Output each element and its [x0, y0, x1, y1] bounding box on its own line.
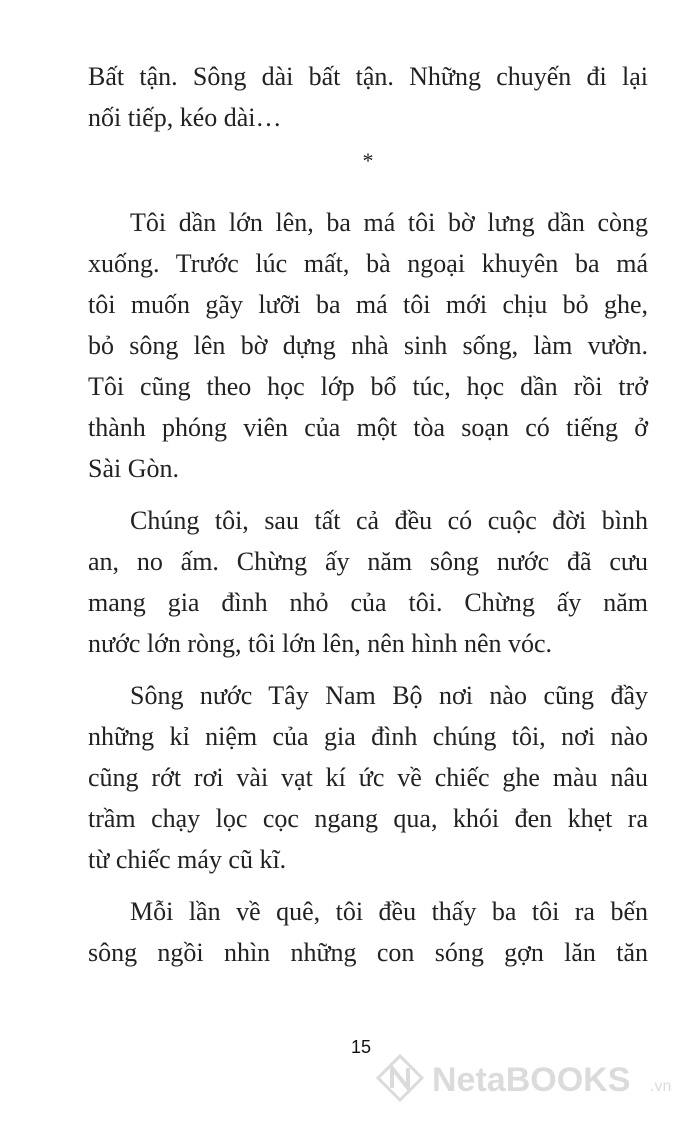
text-line: Bất tận. Sông dài bất tận. Những chuyến đi lại [88, 62, 648, 91]
text-line: mang gia đình nhỏ của tôi. Chừng ấy năm [88, 588, 648, 617]
text-line: nối tiếp, kéo dài… [88, 103, 282, 132]
text-line: cũng rớt rơi vài vạt kí ức về chiếc ghe màu nâu [88, 763, 648, 792]
netabooks-logo-icon [370, 1048, 690, 1108]
paragraph-1 [88, 56, 648, 138]
text-line: bỏ sông lên bờ dựng nhà sinh sống, làm vườn. [88, 331, 648, 360]
text-line: an, no ấm. Chừng ấy năm sông nước đã cưu [88, 547, 648, 576]
text-line: tôi muốn gãy lưỡi ba má tôi mới chịu bỏ ghe, [88, 290, 648, 319]
text-line: Chúng tôi, sau tất cả đều có cuộc đời bình [130, 506, 648, 535]
book-page-body [88, 56, 648, 973]
paragraph-3 [88, 500, 648, 664]
text-line: những kỉ niệm của gia đình chúng tôi, nơi nào [88, 722, 648, 751]
paragraph-5 [88, 891, 648, 973]
text-line: thành phóng viên của một tòa soạn có tiếng ở [88, 413, 648, 442]
text-line: xuống. Trước lúc mất, bà ngoại khuyên ba má [88, 249, 648, 278]
netabooks-watermark [370, 1048, 690, 1108]
watermark-suffix: .vn [650, 1078, 672, 1095]
paragraph-2 [88, 202, 648, 489]
paragraph-4 [88, 675, 648, 880]
text-line: nước lớn ròng, tôi lớn lên, nên hình nên vóc. [88, 629, 553, 658]
section-separator: * [362, 148, 374, 173]
watermark-brand: NetaBOOKS [432, 1061, 631, 1099]
text-line: Sài Gòn. [88, 454, 179, 483]
text-line: Mỗi lần về quê, tôi đều thấy ba tôi ra bến [130, 897, 648, 926]
text-line: từ chiếc máy cũ kĩ. [88, 845, 287, 874]
text-line: sông ngồi nhìn những con sóng gợn lăn tăn [88, 938, 648, 967]
text-line: Tôi dần lớn lên, ba má tôi bờ lưng dần còng [130, 208, 648, 237]
page-number: 15 [350, 1037, 372, 1057]
text-line: Tôi cũng theo học lớp bổ túc, học dần rồi trở [88, 372, 648, 401]
text-line: trầm chạy lọc cọc ngang qua, khói đen khẹt ra [88, 804, 648, 833]
text-line: Sông nước Tây Nam Bộ nơi nào cũng đầy [130, 681, 648, 710]
